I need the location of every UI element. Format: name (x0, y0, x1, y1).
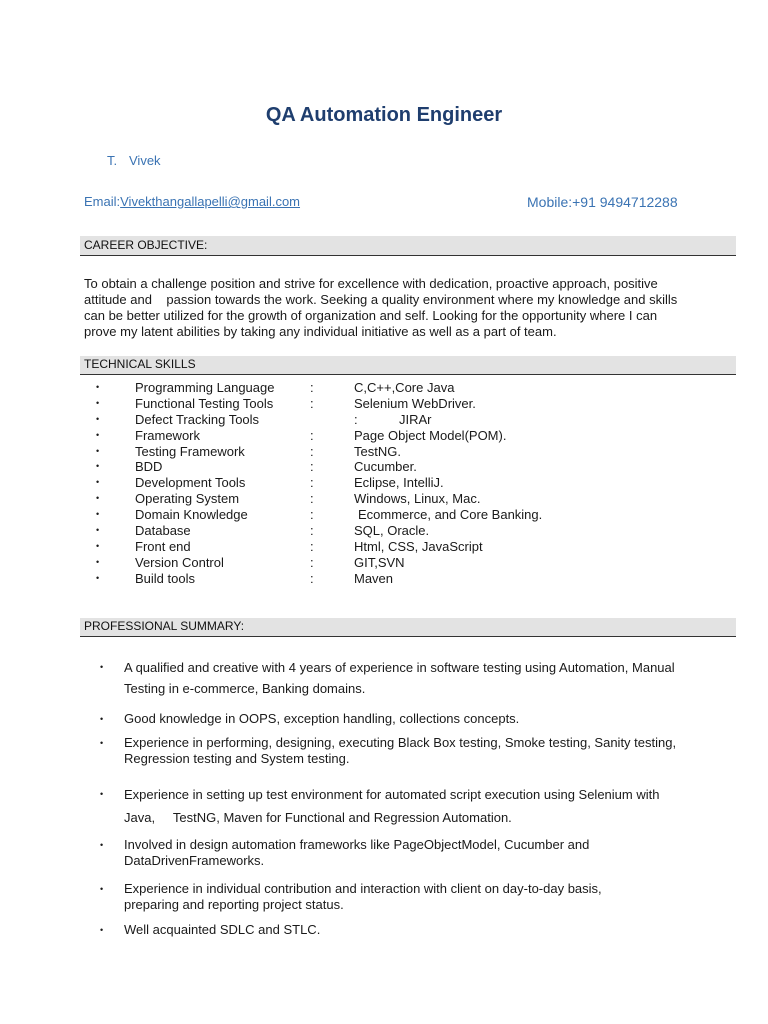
bullet: • (96, 397, 100, 408)
skill-row (96, 412, 736, 428)
skill-row (96, 428, 736, 444)
summary-line: A qualified and creative with 4 years of experience in software testing using Automation, Manual (124, 660, 675, 675)
skill-colon: : (310, 443, 314, 459)
skill-label: Operating System (135, 491, 240, 507)
resume-title: QA Automation Engineer (265, 104, 503, 126)
skill-label: BDD (135, 459, 163, 475)
bullet: • (100, 840, 104, 850)
skill-label: Functional Testing Tools (135, 395, 274, 411)
skill-row (96, 507, 736, 523)
summary-item (96, 922, 726, 938)
summary-item (96, 657, 726, 699)
skill-value: Selenium WebDriver. (354, 395, 476, 411)
skill-row (96, 380, 736, 396)
skill-row (96, 555, 736, 571)
skill-label: Database (135, 523, 191, 539)
name-initial: T. (107, 153, 118, 168)
skill-row (96, 475, 736, 491)
bullet: • (96, 461, 100, 472)
skill-row (96, 396, 736, 412)
skill-colon: : (310, 538, 314, 554)
email-line (84, 194, 300, 209)
summary-line: Experience in performing, designing, executing Black Box testing, Smoke testing, Sanity testing, (124, 735, 677, 750)
skill-colon: : (310, 380, 314, 395)
skill-colon: : (310, 554, 314, 570)
summary-line: Regression testing and System testing. (124, 751, 350, 766)
skill-label: Framework (135, 427, 201, 443)
summary-item (96, 783, 726, 829)
bullet: • (96, 382, 100, 392)
bullet: • (96, 572, 100, 583)
skill-value: Windows, Linux, Mac. (354, 491, 481, 507)
bullet: • (96, 413, 100, 424)
skill-colon: : (310, 491, 314, 507)
technical-skills-list (96, 380, 736, 587)
summary-item (96, 735, 726, 767)
bullet: • (96, 509, 100, 520)
skill-label: Version Control (135, 554, 224, 570)
bullet: • (100, 662, 104, 672)
email-prefix: Email: (84, 194, 121, 209)
skill-value: SQL, Oracle. (354, 523, 430, 539)
skill-value: GIT,SVN (354, 554, 405, 570)
summary-line: Good knowledge in OOPS, exception handling, collections concepts. (124, 711, 520, 726)
name-text: Vivek (129, 153, 161, 168)
skill-value: JIRAr (399, 411, 432, 427)
objective-line: prove my latent abilities by taking any individual initiative as well as a part of team. (84, 324, 557, 339)
skill-label: Build tools (135, 570, 195, 586)
bullet: • (100, 884, 104, 894)
summary-line: Well acquainted SDLC and STLC. (124, 922, 321, 937)
section-technical-skills: TECHNICAL SKILLS (80, 356, 736, 375)
skill-colon: : (310, 427, 314, 443)
skill-label: Defect Tracking Tools (135, 411, 260, 427)
bullet: • (100, 714, 104, 724)
objective-paragraph (84, 276, 724, 340)
summary-item (96, 837, 726, 869)
summary-line: Experience in individual contribution and interaction with client on day-to-day basis, (124, 881, 602, 896)
bullet: • (96, 477, 100, 488)
email-link[interactable]: Vivekthangallapelli@gmail.com (120, 194, 301, 209)
summary-item (96, 881, 726, 913)
summary-line: Java, TestNG, Maven for Functional and Regression Automation. (124, 810, 512, 825)
candidate-name (107, 153, 161, 168)
summary-line: Testing in e-commerce, Banking domains. (124, 681, 366, 696)
bullet: • (96, 429, 100, 440)
skill-value: Page Object Model(POM). (354, 427, 507, 443)
section-career-objective: CAREER OBJECTIVE: (80, 236, 736, 256)
summary-line: DataDrivenFrameworks. (124, 853, 265, 868)
skill-value: Html, CSS, JavaScript (354, 538, 483, 554)
skill-row (96, 523, 736, 539)
mobile-number: Mobile:+91 9494712288 (527, 194, 678, 210)
skill-colon: : (310, 459, 314, 475)
skill-colon: : (310, 475, 314, 491)
skill-row (96, 571, 736, 587)
summary-item (96, 711, 726, 727)
bullet: • (96, 556, 100, 567)
skill-colon: : (310, 395, 314, 411)
skill-value: TestNG. (354, 443, 401, 459)
summary-line: Experience in setting up test environment for automated script execution using Selenium with (124, 787, 660, 802)
bullet: • (96, 493, 100, 504)
skill-label: Testing Framework (135, 443, 245, 459)
skill-label: Programming Language (135, 380, 275, 395)
skill-value: C,C++,Core Java (354, 380, 455, 395)
skill-colon: : (310, 507, 314, 523)
section-professional-summary: PROFESSIONAL SUMMARY: (80, 618, 736, 637)
summary-line: preparing and reporting project status. (124, 897, 344, 912)
skill-label: Domain Knowledge (135, 507, 248, 523)
objective-line: To obtain a challenge position and strive for excellence with dedication, proactive approach, positive (84, 276, 658, 291)
objective-line: can be better utilized for the growth of organization and self. Looking for the opportunity where I can (84, 308, 658, 323)
skill-row (96, 491, 736, 507)
skill-value: Cucumber. (354, 459, 417, 475)
skill-value: Maven (354, 570, 394, 586)
bullet: • (100, 789, 104, 799)
bullet: • (100, 738, 104, 748)
skill-colon: : (310, 570, 314, 586)
skill-label: Development Tools (135, 475, 246, 491)
summary-line: Involved in design automation frameworks like PageObjectModel, Cucumber and (124, 837, 590, 852)
bullet: • (96, 525, 100, 536)
bullet: • (96, 540, 100, 551)
skill-row (96, 459, 736, 475)
skill-colon: : (310, 523, 314, 539)
skill-row (96, 539, 736, 555)
skill-value: Ecommerce, and Core Banking. (358, 507, 543, 523)
bullet: • (96, 445, 100, 456)
objective-line: attitude and passion towards the work. Seeking a quality environment where my knowledge and skills (84, 292, 678, 307)
skill-label: Front end (135, 538, 191, 554)
skill-row (96, 444, 736, 460)
skill-value: Eclipse, IntelliJ. (354, 475, 444, 491)
bullet: • (100, 925, 104, 935)
skill-colon: : (354, 411, 358, 427)
